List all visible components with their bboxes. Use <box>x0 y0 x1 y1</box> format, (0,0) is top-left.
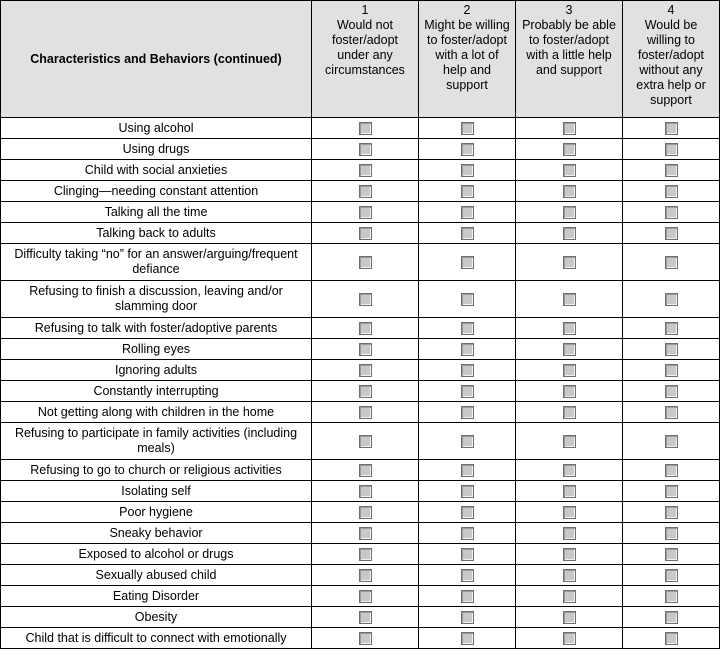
rating-cell-4 <box>623 244 720 281</box>
rating-checkbox-2[interactable] <box>461 406 474 419</box>
column-header-1 <box>312 1 419 118</box>
rating-checkbox-1[interactable] <box>359 227 372 240</box>
rating-checkbox-2[interactable] <box>461 143 474 156</box>
rating-checkbox-1[interactable] <box>359 256 372 269</box>
rating-cell-1 <box>312 402 419 423</box>
rating-cell-2 <box>419 481 516 502</box>
rating-checkbox-1[interactable] <box>359 164 372 177</box>
column-number: 4 <box>667 3 675 17</box>
rating-checkbox-2[interactable] <box>461 293 474 306</box>
behavior-label: Talking back to adults <box>1 223 312 244</box>
rating-checkbox-2[interactable] <box>461 485 474 498</box>
rating-checkbox-1[interactable] <box>359 506 372 519</box>
rating-cell-3 <box>516 460 623 481</box>
rating-checkbox-3[interactable] <box>563 385 576 398</box>
table-row <box>1 202 720 223</box>
rating-cell-1 <box>312 586 419 607</box>
rating-cell-2 <box>419 139 516 160</box>
rating-checkbox-1[interactable] <box>359 611 372 624</box>
rating-checkbox-2[interactable] <box>461 364 474 377</box>
rating-cell-2 <box>419 318 516 339</box>
rating-cell-3 <box>516 160 623 181</box>
rating-checkbox-1[interactable] <box>359 122 372 135</box>
rating-cell-2 <box>419 502 516 523</box>
rating-checkbox-2[interactable] <box>461 590 474 603</box>
rating-cell-3 <box>516 318 623 339</box>
rating-checkbox-2[interactable] <box>461 385 474 398</box>
rating-checkbox-2[interactable] <box>461 464 474 477</box>
behavior-label: Constantly interrupting <box>1 381 312 402</box>
behavior-label: Child that is difficult to connect with emotionally <box>1 628 312 649</box>
rating-cell-4 <box>623 628 720 649</box>
rating-checkbox-4[interactable] <box>665 122 678 135</box>
rating-checkbox-2[interactable] <box>461 611 474 624</box>
rating-cell-3 <box>516 502 623 523</box>
table-row <box>1 318 720 339</box>
rating-checkbox-1[interactable] <box>359 293 372 306</box>
rating-cell-4 <box>623 607 720 628</box>
table-row <box>1 381 720 402</box>
rating-checkbox-4[interactable] <box>665 293 678 306</box>
rating-cell-3 <box>516 339 623 360</box>
rating-checkbox-1[interactable] <box>359 569 372 582</box>
rating-cell-4 <box>623 223 720 244</box>
table-row <box>1 118 720 139</box>
rating-cell-3 <box>516 481 623 502</box>
behavior-label: Child with social anxieties <box>1 160 312 181</box>
behavior-label: Eating Disorder <box>1 586 312 607</box>
rating-cell-3 <box>516 281 623 318</box>
rating-cell-4 <box>623 118 720 139</box>
behavior-label: Using alcohol <box>1 118 312 139</box>
rating-checkbox-4[interactable] <box>665 256 678 269</box>
rating-cell-4 <box>623 339 720 360</box>
rating-checkbox-4[interactable] <box>665 164 678 177</box>
rating-checkbox-2[interactable] <box>461 256 474 269</box>
rating-checkbox-3[interactable] <box>563 293 576 306</box>
rating-cell-4 <box>623 281 720 318</box>
rating-cell-2 <box>419 360 516 381</box>
rating-checkbox-2[interactable] <box>461 227 474 240</box>
rating-checkbox-1[interactable] <box>359 527 372 540</box>
rating-cell-4 <box>623 402 720 423</box>
rating-checkbox-3[interactable] <box>563 343 576 356</box>
rating-checkbox-3[interactable] <box>563 464 576 477</box>
rating-checkbox-1[interactable] <box>359 406 372 419</box>
rating-checkbox-4[interactable] <box>665 506 678 519</box>
behavior-label: Talking all the time <box>1 202 312 223</box>
rating-cell-1 <box>312 181 419 202</box>
rating-checkbox-4[interactable] <box>665 590 678 603</box>
rating-cell-3 <box>516 523 623 544</box>
rating-checkbox-1[interactable] <box>359 435 372 448</box>
rating-cell-2 <box>419 523 516 544</box>
rating-cell-2 <box>419 381 516 402</box>
column-label: Would not foster/adopt under any circumstances <box>325 18 405 77</box>
table-row <box>1 607 720 628</box>
rating-checkbox-2[interactable] <box>461 122 474 135</box>
rating-cell-3 <box>516 202 623 223</box>
rating-cell-3 <box>516 381 623 402</box>
rating-checkbox-3[interactable] <box>563 406 576 419</box>
rating-cell-4 <box>623 481 720 502</box>
table-row <box>1 281 720 318</box>
rating-checkbox-1[interactable] <box>359 143 372 156</box>
rating-cell-1 <box>312 423 419 460</box>
rating-checkbox-4[interactable] <box>665 185 678 198</box>
rating-cell-2 <box>419 544 516 565</box>
column-label: Might be willing to foster/adopt with a lot of help and support <box>424 18 510 92</box>
rating-cell-4 <box>623 181 720 202</box>
rating-cell-4 <box>623 523 720 544</box>
rating-cell-1 <box>312 381 419 402</box>
behavior-label: Sexually abused child <box>1 565 312 586</box>
behavior-label: Obesity <box>1 607 312 628</box>
rating-cell-2 <box>419 628 516 649</box>
table-row <box>1 223 720 244</box>
rating-checkbox-4[interactable] <box>665 611 678 624</box>
rating-checkbox-2[interactable] <box>461 632 474 645</box>
column-label: Probably be able to foster/adopt with a little help and support <box>522 18 616 77</box>
behavior-label: Difficulty taking “no” for an answer/arguing/frequent defiance <box>1 244 312 281</box>
behavior-label: Sneaky behavior <box>1 523 312 544</box>
table-row <box>1 502 720 523</box>
rating-checkbox-4[interactable] <box>665 435 678 448</box>
rating-cell-1 <box>312 339 419 360</box>
behavior-label: Using drugs <box>1 139 312 160</box>
column-number: 3 <box>565 3 573 17</box>
rating-checkbox-3[interactable] <box>563 590 576 603</box>
rating-cell-2 <box>419 118 516 139</box>
rating-cell-1 <box>312 607 419 628</box>
rating-cell-1 <box>312 160 419 181</box>
rating-cell-2 <box>419 565 516 586</box>
table-title: Characteristics and Behaviors (continued) <box>1 1 312 118</box>
rating-checkbox-3[interactable] <box>563 527 576 540</box>
rating-checkbox-4[interactable] <box>665 406 678 419</box>
rating-checkbox-1[interactable] <box>359 485 372 498</box>
column-number: 2 <box>463 3 471 17</box>
rating-checkbox-4[interactable] <box>665 143 678 156</box>
rating-cell-3 <box>516 181 623 202</box>
rating-cell-1 <box>312 460 419 481</box>
rating-cell-2 <box>419 339 516 360</box>
rating-cell-1 <box>312 481 419 502</box>
rating-cell-4 <box>623 202 720 223</box>
rating-checkbox-3[interactable] <box>563 185 576 198</box>
rating-checkbox-4[interactable] <box>665 322 678 335</box>
rating-cell-1 <box>312 523 419 544</box>
behavior-label: Refusing to participate in family activities (including meals) <box>1 423 312 460</box>
rating-checkbox-2[interactable] <box>461 435 474 448</box>
rating-checkbox-1[interactable] <box>359 364 372 377</box>
column-header-2 <box>419 1 516 118</box>
rating-cell-1 <box>312 202 419 223</box>
rating-checkbox-1[interactable] <box>359 322 372 335</box>
rating-checkbox-1[interactable] <box>359 185 372 198</box>
rating-checkbox-3[interactable] <box>563 322 576 335</box>
behavior-label: Refusing to talk with foster/adoptive parents <box>1 318 312 339</box>
table-row <box>1 565 720 586</box>
behavior-label: Refusing to go to church or religious activities <box>1 460 312 481</box>
rating-checkbox-1[interactable] <box>359 385 372 398</box>
behavior-label: Clinging—needing constant attention <box>1 181 312 202</box>
rating-cell-2 <box>419 160 516 181</box>
rating-cell-1 <box>312 118 419 139</box>
table-row <box>1 244 720 281</box>
rating-cell-1 <box>312 360 419 381</box>
rating-checkbox-3[interactable] <box>563 227 576 240</box>
behavior-label: Exposed to alcohol or drugs <box>1 544 312 565</box>
rating-checkbox-4[interactable] <box>665 206 678 219</box>
table-row <box>1 460 720 481</box>
rating-cell-1 <box>312 565 419 586</box>
rating-cell-2 <box>419 586 516 607</box>
rating-cell-4 <box>623 139 720 160</box>
table-row <box>1 160 720 181</box>
table-row <box>1 423 720 460</box>
rating-cell-2 <box>419 460 516 481</box>
rating-checkbox-2[interactable] <box>461 506 474 519</box>
rating-checkbox-4[interactable] <box>665 343 678 356</box>
rating-checkbox-4[interactable] <box>665 485 678 498</box>
rating-cell-1 <box>312 223 419 244</box>
rating-checkbox-4[interactable] <box>665 569 678 582</box>
rating-cell-3 <box>516 565 623 586</box>
rating-checkbox-2[interactable] <box>461 164 474 177</box>
table-row <box>1 586 720 607</box>
rating-checkbox-3[interactable] <box>563 143 576 156</box>
behavior-label: Ignoring adults <box>1 360 312 381</box>
rating-cell-4 <box>623 318 720 339</box>
rating-cell-1 <box>312 139 419 160</box>
rating-checkbox-4[interactable] <box>665 364 678 377</box>
table-row <box>1 481 720 502</box>
rating-checkbox-2[interactable] <box>461 343 474 356</box>
table-row <box>1 339 720 360</box>
rating-cell-4 <box>623 460 720 481</box>
rating-cell-3 <box>516 586 623 607</box>
table-row <box>1 139 720 160</box>
table-row <box>1 523 720 544</box>
rating-checkbox-3[interactable] <box>563 122 576 135</box>
rating-checkbox-2[interactable] <box>461 527 474 540</box>
rating-cell-2 <box>419 423 516 460</box>
rating-cell-1 <box>312 244 419 281</box>
rating-checkbox-3[interactable] <box>563 632 576 645</box>
rating-checkbox-3[interactable] <box>563 364 576 377</box>
behavior-label: Rolling eyes <box>1 339 312 360</box>
rating-checkbox-4[interactable] <box>665 385 678 398</box>
behavior-label: Not getting along with children in the home <box>1 402 312 423</box>
rating-cell-2 <box>419 402 516 423</box>
rating-cell-4 <box>623 423 720 460</box>
rating-cell-3 <box>516 244 623 281</box>
table-row <box>1 360 720 381</box>
rating-checkbox-4[interactable] <box>665 548 678 561</box>
table-row <box>1 544 720 565</box>
rating-checkbox-4[interactable] <box>665 227 678 240</box>
rating-checkbox-2[interactable] <box>461 322 474 335</box>
rating-cell-3 <box>516 402 623 423</box>
rating-cell-4 <box>623 160 720 181</box>
rating-checkbox-3[interactable] <box>563 435 576 448</box>
rating-checkbox-4[interactable] <box>665 464 678 477</box>
rating-checkbox-3[interactable] <box>563 164 576 177</box>
rating-cell-1 <box>312 628 419 649</box>
rating-cell-3 <box>516 607 623 628</box>
rating-cell-4 <box>623 381 720 402</box>
behavior-label: Poor hygiene <box>1 502 312 523</box>
rating-cell-3 <box>516 544 623 565</box>
rating-cell-1 <box>312 544 419 565</box>
rating-cell-1 <box>312 502 419 523</box>
rating-checkbox-4[interactable] <box>665 632 678 645</box>
rating-checkbox-2[interactable] <box>461 548 474 561</box>
rating-cell-2 <box>419 281 516 318</box>
rating-cell-2 <box>419 223 516 244</box>
rating-checkbox-1[interactable] <box>359 632 372 645</box>
table-row <box>1 181 720 202</box>
table-row <box>1 402 720 423</box>
rating-cell-3 <box>516 423 623 460</box>
rating-cell-4 <box>623 586 720 607</box>
table-body <box>1 118 720 649</box>
rating-checkbox-3[interactable] <box>563 569 576 582</box>
rating-checkbox-1[interactable] <box>359 548 372 561</box>
table-row <box>1 628 720 649</box>
rating-cell-4 <box>623 360 720 381</box>
rating-cell-3 <box>516 118 623 139</box>
rating-checkbox-2[interactable] <box>461 206 474 219</box>
rating-checkbox-1[interactable] <box>359 590 372 603</box>
rating-cell-3 <box>516 360 623 381</box>
rating-cell-4 <box>623 565 720 586</box>
rating-checkbox-4[interactable] <box>665 527 678 540</box>
rating-checkbox-1[interactable] <box>359 343 372 356</box>
rating-cell-3 <box>516 139 623 160</box>
rating-cell-2 <box>419 244 516 281</box>
rating-checkbox-3[interactable] <box>563 206 576 219</box>
rating-checkbox-3[interactable] <box>563 485 576 498</box>
rating-checkbox-1[interactable] <box>359 464 372 477</box>
rating-checkbox-3[interactable] <box>563 506 576 519</box>
rating-cell-3 <box>516 223 623 244</box>
behavior-label: Isolating self <box>1 481 312 502</box>
rating-cell-2 <box>419 202 516 223</box>
column-header-3 <box>516 1 623 118</box>
rating-checkbox-3[interactable] <box>563 548 576 561</box>
rating-cell-3 <box>516 628 623 649</box>
column-label: Would be willing to foster/adopt without any extra help or support <box>636 18 706 107</box>
rating-checkbox-1[interactable] <box>359 206 372 219</box>
rating-checkbox-2[interactable] <box>461 185 474 198</box>
rating-cell-4 <box>623 544 720 565</box>
header-row <box>1 1 720 118</box>
rating-checkbox-3[interactable] <box>563 611 576 624</box>
behavior-label: Refusing to finish a discussion, leaving and/or slamming door <box>1 281 312 318</box>
rating-cell-1 <box>312 318 419 339</box>
rating-cell-1 <box>312 281 419 318</box>
column-number: 1 <box>361 3 369 17</box>
column-header-4 <box>623 1 720 118</box>
rating-checkbox-3[interactable] <box>563 256 576 269</box>
rating-cell-2 <box>419 607 516 628</box>
rating-cell-2 <box>419 181 516 202</box>
rating-cell-4 <box>623 502 720 523</box>
rating-checkbox-2[interactable] <box>461 569 474 582</box>
